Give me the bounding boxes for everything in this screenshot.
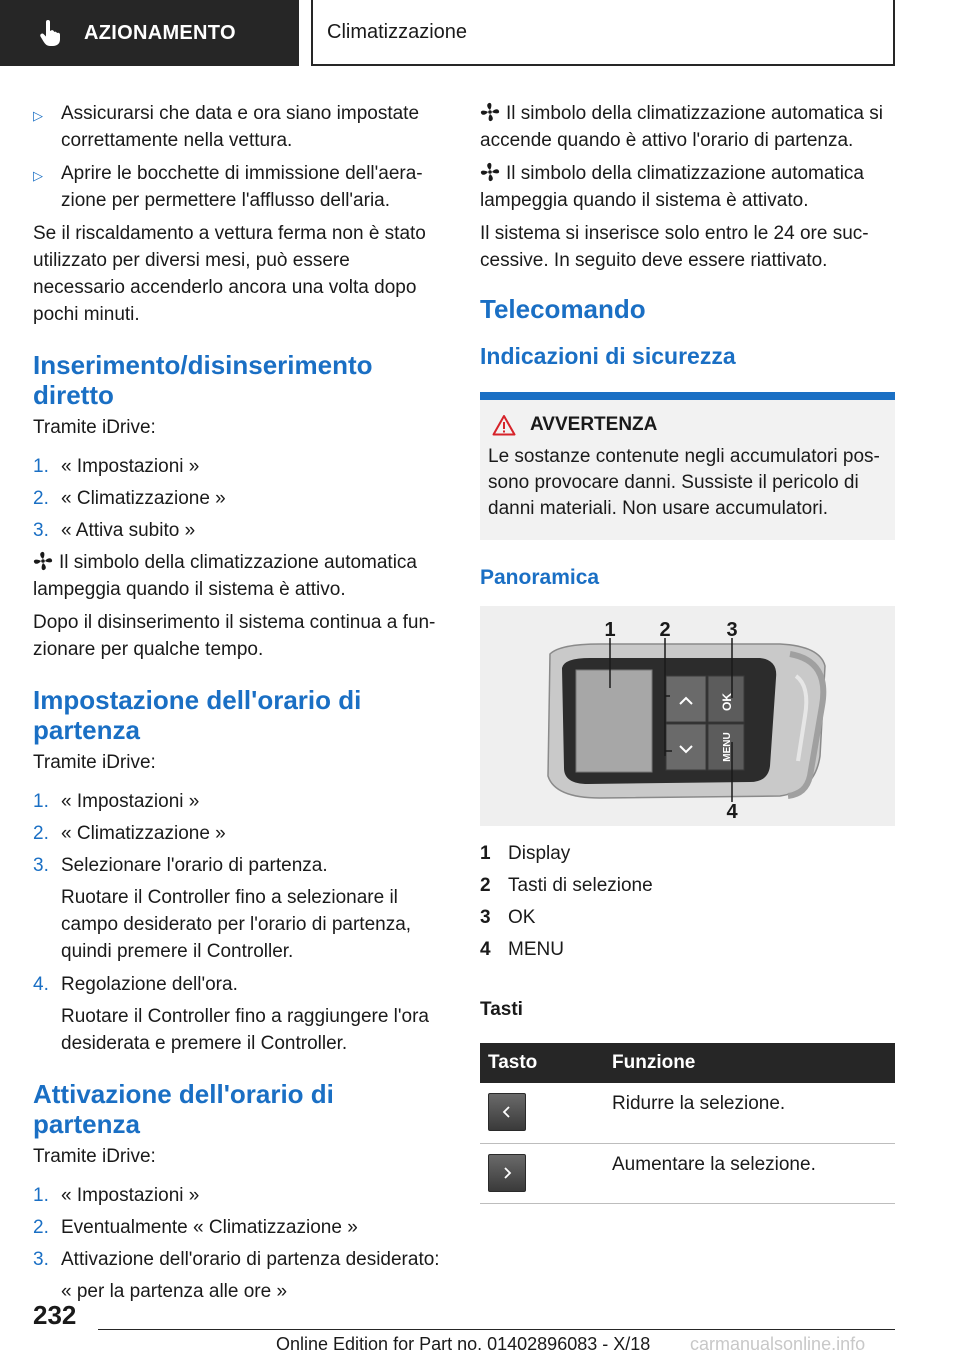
legend-key: 2 (480, 875, 491, 896)
step-number: 1. (33, 456, 49, 477)
step-item (33, 971, 443, 998)
left-column (33, 100, 443, 1311)
chapter-tab (311, 0, 895, 66)
section-heading: Inserimento/disinserimento diretto (33, 350, 373, 410)
legend-item (480, 840, 895, 867)
step-item (33, 1214, 443, 1241)
bullet-text: Aprire le bocchette di immissione dell'aera-zione per permettere l'afflusso dell'aria. (61, 163, 423, 211)
callout-4: 4 (726, 801, 738, 823)
keys-heading: Tasti (480, 999, 523, 1020)
function-cell: Ridurre la selezione. (604, 1083, 895, 1143)
legend-key: 4 (480, 939, 491, 960)
paragraph: Il sistema si inserisce solo entro le 24 ore suc-cessive. In seguito deve essere riattivato. (480, 223, 869, 271)
chevron-right-key-icon (488, 1154, 526, 1192)
section-tab (0, 0, 299, 66)
triangle-bullet-icon: ▷ (33, 168, 43, 183)
fan-icon (480, 102, 500, 122)
chevron-left-key-icon (488, 1093, 526, 1131)
step-detail: Ruotare il Controller fino a raggiungere l'ora desiderata e premere il Controller. (61, 1006, 429, 1054)
col-header-key: Tasto (480, 1043, 604, 1083)
step-text: Attivazione dell'orario di partenza desiderato: (61, 1249, 440, 1270)
bullet-item (33, 160, 443, 214)
step-number: 3. (33, 855, 49, 876)
step-text: Eventualmente « Climatizzazione » (61, 1217, 358, 1238)
bullet-item (33, 100, 443, 154)
right-column (480, 100, 895, 1204)
hand-pointer-icon (38, 20, 62, 46)
paragraph: Se il riscaldamento a vettura ferma non è stato utilizzato per diversi mesi, può essere necessario accenderlo ancora una volta dopo pochi minuti. (33, 223, 426, 325)
step-detail: « per la partenza alle ore » (61, 1281, 288, 1302)
fan-icon (480, 162, 500, 182)
legend-item (480, 872, 895, 899)
step-item (33, 517, 443, 544)
intro-text: Tramite iDrive: (33, 752, 156, 773)
section-heading: Telecomando (480, 294, 646, 324)
step-number: 2. (33, 1217, 49, 1238)
intro-text: Tramite iDrive: (33, 417, 156, 438)
note-content: Il simbolo della climatizzazione automatica lampeggia quando il sistema è attivo. (33, 552, 417, 600)
step-detail: Ruotare il Controller fino a selezionare il campo desiderato per l'orario di partenza, quindi premere il Controller. (61, 887, 412, 962)
section-heading: Impostazione dell'orario di partenza (33, 685, 362, 745)
callout-1: 1 (604, 619, 616, 641)
warning-label: AVVERTENZA (530, 414, 658, 435)
step-number: 3. (33, 520, 49, 541)
fan-icon (33, 551, 53, 571)
bullet-text: Assicurarsi che data e ora siano impostate correttamente nella vettura. (61, 103, 420, 151)
step-item (33, 453, 443, 480)
warning-text: Le sostanze contenute negli accumulatori pos-sono provocare danni. Sussiste il pericolo di danni materiali. Non usare accumulatori. (488, 446, 880, 519)
step-text: « Climatizzazione » (61, 823, 226, 844)
keys-table (480, 1043, 895, 1204)
intro-text: Tramite iDrive: (33, 1146, 156, 1167)
step-item (33, 852, 443, 879)
legend-item (480, 904, 895, 931)
subsection-heading: Panoramica (480, 566, 600, 589)
step-number: 2. (33, 823, 49, 844)
note-text (480, 160, 895, 214)
legend-key: 3 (480, 907, 491, 928)
step-text: « Impostazioni » (61, 791, 200, 812)
table-row (480, 1143, 895, 1203)
triangle-bullet-icon: ▷ (33, 108, 43, 123)
step-text: Selezionare l'orario di partenza. (61, 855, 328, 876)
note-content: Il simbolo della climatizzazione automatica lampeggia quando il sistema è attivato. (480, 163, 864, 211)
footer-divider (98, 1329, 895, 1330)
paragraph: Dopo il disinserimento il sistema continua a fun-zionare per qualche tempo. (33, 612, 436, 660)
remote-key-figure (480, 606, 895, 826)
step-number: 1. (33, 1185, 49, 1206)
note-content: Il simbolo della climatizzazione automatica si accende quando è attivo l'orario di partenza. (480, 103, 883, 151)
ok-button-label: OK (720, 693, 734, 711)
section-title: AZIONAMENTO (84, 21, 236, 44)
note-text (33, 549, 443, 603)
legend-item (480, 936, 895, 963)
edition-text: Online Edition for Part no. 01402896083 - X/18 (276, 1334, 651, 1354)
function-cell: Aumentare la selezione. (604, 1143, 895, 1203)
note-text (480, 100, 895, 154)
step-number: 2. (33, 488, 49, 509)
chapter-title: Climatizzazione (327, 20, 468, 43)
step-number: 1. (33, 791, 49, 812)
legend-value: MENU (508, 939, 564, 960)
step-text: « Climatizzazione » (61, 488, 226, 509)
step-text: Regolazione dell'ora. (61, 974, 238, 995)
page-number: 232 (33, 1300, 77, 1330)
step-item (33, 485, 443, 512)
callout-2: 2 (659, 619, 671, 641)
warning-title (488, 414, 887, 436)
step-text: « Impostazioni » (61, 456, 200, 477)
watermark: carmanualsonline.info (690, 1334, 866, 1354)
step-item (33, 1246, 443, 1273)
step-number: 3. (33, 1249, 49, 1270)
warning-triangle-icon (492, 414, 516, 436)
table-row (480, 1083, 895, 1143)
col-header-function: Funzione (604, 1043, 895, 1083)
step-text: « Impostazioni » (61, 1185, 200, 1206)
step-item (33, 820, 443, 847)
figure-legend (480, 840, 895, 963)
section-heading: Attivazione dell'orario di partenza (33, 1079, 334, 1139)
step-text: « Attiva subito » (61, 520, 196, 541)
step-item (33, 788, 443, 815)
step-number: 4. (33, 974, 49, 995)
callout-3: 3 (726, 619, 738, 641)
legend-key: 1 (480, 843, 491, 864)
legend-value: Display (508, 843, 571, 864)
remote-key-illustration (480, 606, 895, 826)
menu-button-label: MENU (722, 732, 733, 762)
step-item (33, 1182, 443, 1209)
subsection-heading: Indicazioni di sicurezza (480, 343, 736, 369)
warning-box (480, 392, 895, 540)
legend-value: Tasti di selezione (508, 875, 653, 896)
legend-value: OK (508, 907, 536, 928)
